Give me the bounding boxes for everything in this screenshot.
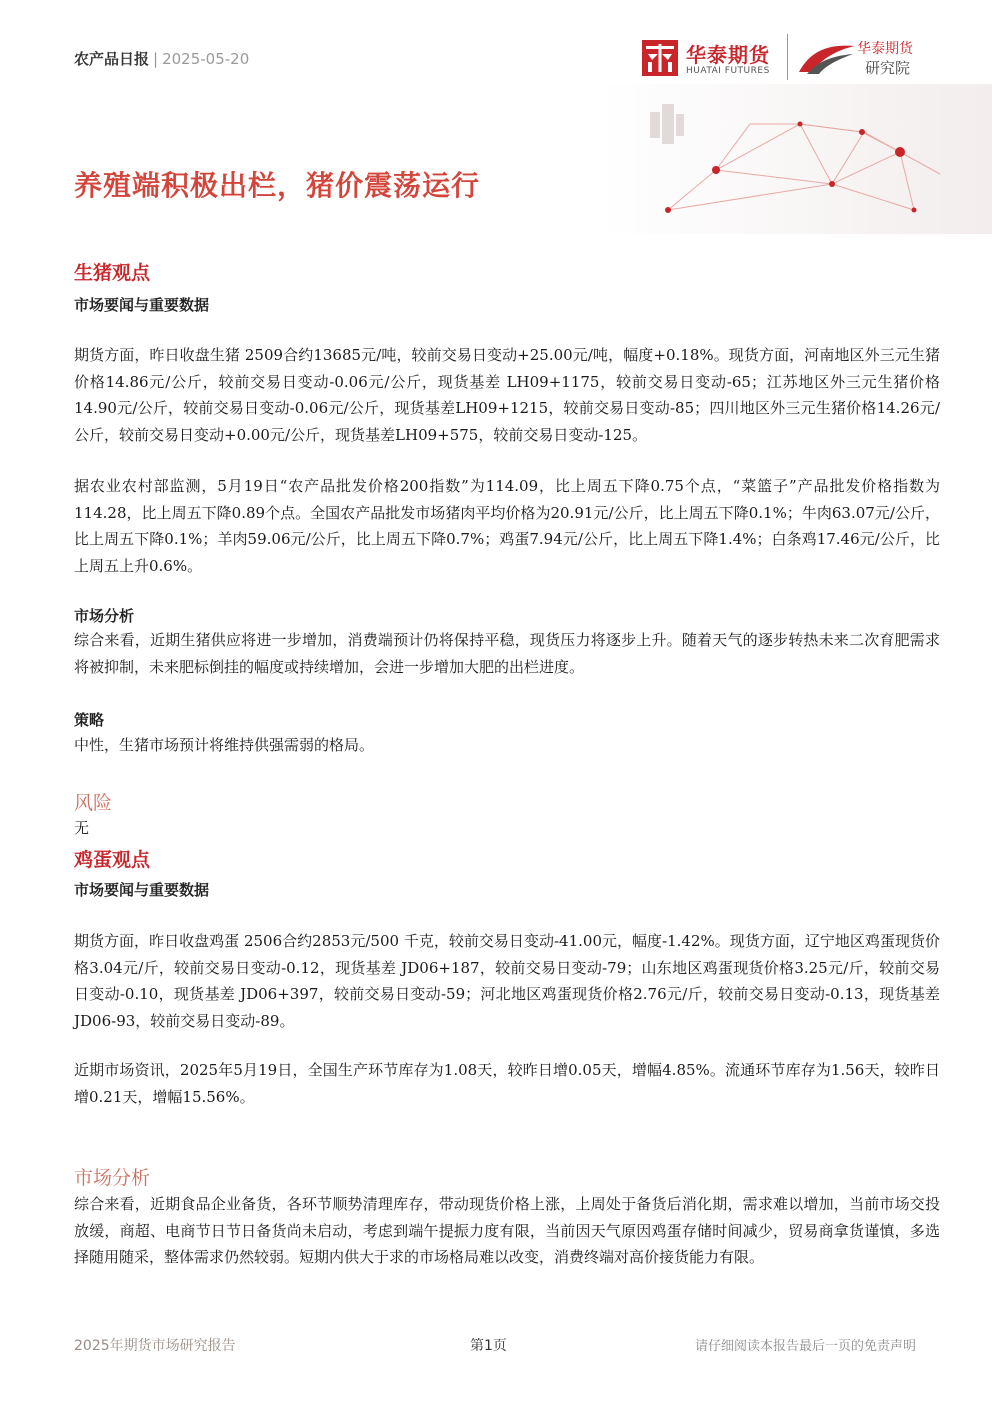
logo-en-text: HUATAI FUTURES	[686, 66, 770, 76]
huatai-logo-icon	[642, 40, 678, 76]
logo-cn-text: 华泰期货	[686, 43, 770, 67]
hog-futures-paragraph: 期货方面，昨日收盘生猪 2509合约13685元/吨，较前交易日变动+25.00元/吨，幅度+0.18%。现货方面，河南地区外三元生猪价格14.86元/公斤，较前交易日变动-0.06元/公斤，现货基差 LH09+1175，较前交易日变动-65；江苏地区外三元生猪价格 14.90元/公斤，较前交易日变动-0.06元/公斤，现货基差LH09+1215，较前交易日变动-85；四川地区外三元生猪价格14.26元/公斤，较前交易日变动+0.00元/公斤，现货基差LH09+575，较前交易日变动-125。	[74, 346, 940, 444]
egg-inventory-paragraph: 近期市场资讯，2025年5月19日，全国生产环节库存为1.08天，较昨日增0.05天，增幅4.85%。流通环节库存为1.56天，较昨日增0.21天，增幅15.56%。	[74, 1061, 940, 1106]
hog-risk-heading: 风险	[74, 792, 113, 814]
report-type: 农产品日报	[74, 50, 150, 68]
hog-section-heading: 生猪观点	[74, 262, 151, 284]
huatai-futures-logo	[642, 37, 782, 81]
egg-analysis-heading: 市场分析	[74, 1167, 151, 1189]
hog-strategy-heading: 策略	[74, 711, 105, 729]
logo-divider	[787, 34, 788, 80]
egg-futures-paragraph: 期货方面，昨日收盘鸡蛋 2506合约2853元/500 千克，较前交易日变动-41.00元，幅度-1.42%。现货方面，辽宁地区鸡蛋现货价格3.04元/斤，较前交易日变动-0.12，现货基差 JD06+187，较前交易日变动-79；山东地区鸡蛋现货价格3.25元/斤，较前交易日变动-0.10，现货基差 JD06+397，较前交易日变动-59；河北地区鸡蛋现货价格2.76元/斤，较前交易日变动-0.13，现货基差 JD06-93，较前交易日变动-89。	[74, 932, 940, 1030]
hog-analysis-paragraph: 综合来看，近期生猪供应将进一步增加，消费端预计仍将保持平稳，现货压力将逐步上升。随着天气的逐步转热未来二次育肥需求将被抑制，未来肥标倒挂的幅度或持续增加，会进一步增加大肥的出栏进度。	[74, 631, 940, 676]
footer-disclaimer-note: 请仔细阅读本报告最后一页的免责声明	[694, 1339, 916, 1354]
report-date: 2025-05-20	[162, 50, 250, 68]
egg-analysis-paragraph: 综合来看，近期食品企业备货，各环节顺势清理库存，带动现货价格上涨，上周处于备货后消化期，需求难以增加，当前市场交投放缓，商超、电商节日节日备货尚未启动，考虑到端午提振力度有限，当前因天气原因鸡蛋存储时间减少，贸易商拿货谨慎，多选择随用随采，整体需求仍然较弱。短期内供大于求的市场格局难以改变，消费终端对高价接货能力有限。	[74, 1195, 940, 1266]
institute-line2: 研究院	[865, 59, 911, 77]
research-institute-logo	[797, 36, 927, 80]
hog-analysis-heading: 市场分析	[74, 607, 135, 625]
hog-strategy-text: 中性，生猪市场预计将维持供强需弱的格局。	[74, 736, 375, 754]
hog-sub-heading: 市场要闻与重要数据	[74, 296, 210, 314]
report-header-label	[74, 48, 249, 69]
egg-sub-heading: 市场要闻与重要数据	[74, 881, 210, 899]
institute-line1: 华泰期货	[857, 41, 913, 57]
footer-report-name: 2025年期货市场研究报告	[74, 1338, 236, 1354]
egg-section-heading: 鸡蛋观点	[74, 849, 151, 871]
decorative-network-banner	[600, 84, 992, 234]
institute-swoosh-icon	[797, 40, 857, 76]
footer-page-number: 第1页	[470, 1338, 507, 1354]
header-separator: |	[153, 50, 159, 68]
report-title: 养殖端积极出栏，猪价震荡运行	[74, 169, 481, 202]
hog-wholesale-paragraph: 据农业农村部监测，5月19日“农产品批发价格200指数”为114.09，比上周五下降0.75个点，“菜篮子”产品批发价格指数为114.28，比上周五下降0.89个点。全国农产品批发市场猪肉平均价格为20.91元/公斤，比上周五下降0.1%；牛肉63.07元/公斤，比上周五下降0.1%；羊肉59.06元/公斤，比上周五下降0.7%；鸡蛋7.94元/公斤，比上周五下降1.4%；白条鸡17.46元/公斤，比上周五上升0.6%。	[74, 477, 940, 575]
hog-risk-text: 无	[74, 819, 90, 837]
